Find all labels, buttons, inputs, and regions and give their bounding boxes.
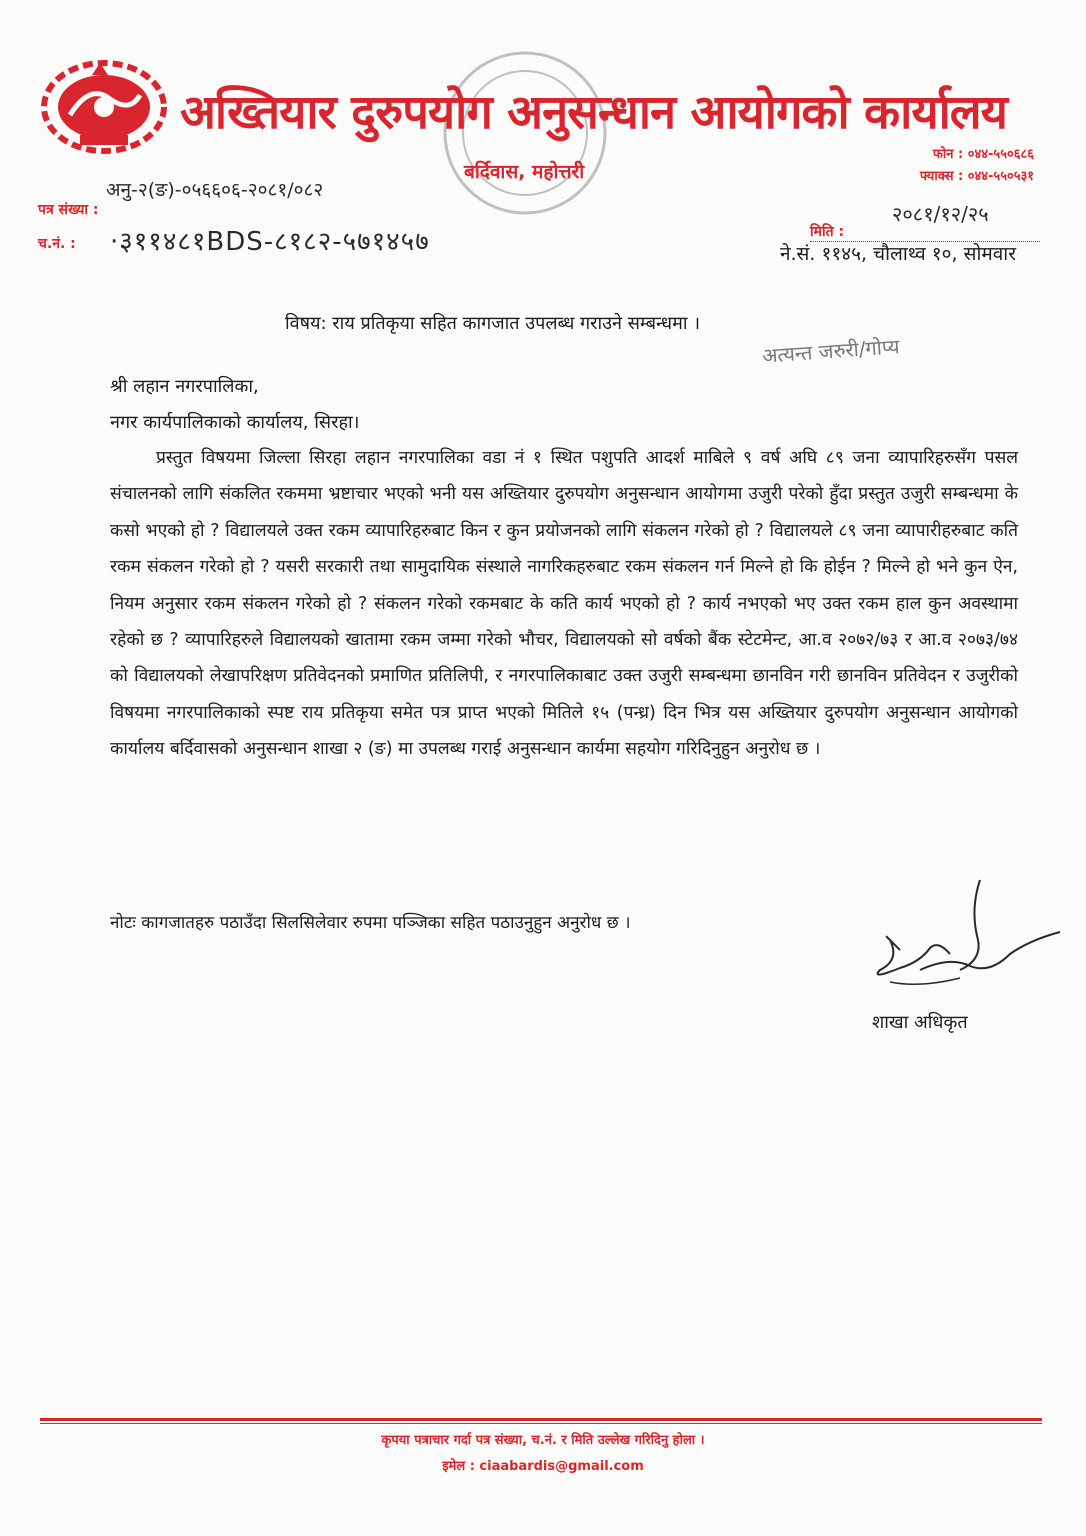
nepal-emblem-icon <box>40 55 168 155</box>
footer-divider <box>40 1418 1042 1421</box>
urgency-stamp: अत्यन्त जरुरी/गोप्य <box>761 334 901 368</box>
office-location: बर्दिवास, महोत्तरी <box>464 161 585 183</box>
fax-number: फ्याक्स : ०४४-५५०५३१ <box>919 169 1034 184</box>
office-name: अख्तियार दुरुपयोग अनुसन्धान आयोगको कार्यालय <box>180 85 1007 140</box>
officer-title: शाखा अधिकृत <box>872 1012 968 1033</box>
letter-body: प्रस्तुत विषयमा जिल्ला सिरहा लहान नगरपालिका वडा नं १ स्थित पशुपति आदर्श माबिले ९ वर्ष अघि ८९ जना व्यापारिहरुसँग पसल संचालनको लागि संकलित रकममा भ्रष्टाचार भएको भनी यस अख्तियार दुरुपयोग अनुसन्धान आयोगमा उजुरी परेको हुँदा प्रस्तुत उजुरी सम्बन्धमा के कसो भएको हो ? विद्यालयले उक्त रकम व्यापारिहरुबाट किन र कुन प्रयोजनको लागि संकलन गरेको हो ? विद्यालयले ८९ जना व्यापारीहरुबाट कति रकम संकलन गरेको हो ? यसरी सरकारी तथा सामुदायिक संस्थाले नागरिकहरुबाट रकम संकलन गर्न मिल्ने हो कि होईन ? मिल्ने हो भने कुन ऐन, नियम अनुसार रकम संकलन गरेको हो ? संकलन गरेको रकमबाट के कति कार्य भएको हो ? कार्य नभएको भए उक्त रकम हाल कुन अवस्थामा रहेको छ ? व्यापारिहरुले विद्यालयको खातामा रकम जम्मा गरेको भौचर, विद्यालयको सो वर्षको बैंक स्टेटमेन्ट, आ.व २०७२/७३ र आ.व २०७३/७४ को विद्यालयको लेखापरिक्षण प्रतिवेदनको प्रमाणित प्रतिलिपी, र नगरपालिकाबाट उक्त उजुरी सम्बन्धमा छानविन गरी छानविन प्रतिवेदन र उजुरीको विषयमा नगरपालिकाको स्पष्ट राय प्रतिकृया समेत पत्र प्राप्त भएको मितिले १५ (पन्ध्र) दिन भित्र यस अख्तियार दुरुपयोग अनुसन्धान आयोगको कार्यालय बर्दिवासको अनुसन्धान शाखा २ (ङ) मा उपलब्ध गराई अनुसन्धान कार्यमा सहयोग गरिदिनुहुन अनुरोध छ । <box>110 448 1018 760</box>
footer-instruction: कृपया पत्राचार गर्दा पत्र संख्या, च.नं. र मिति उल्लेख गरिदिनु होला । <box>381 1433 705 1448</box>
footer-divider-thin <box>40 1423 1042 1424</box>
letter-no-label: पत्र संख्या : <box>38 202 99 218</box>
nepal-sambat-date: ने.सं. ११४५, चौलाथ्व १०, सोमवार <box>779 243 1016 265</box>
note: नोटः कागजातहरु पठाउँदा सिलसिलेवार रुपमा पञ्जिका सहित पठाउनुहुन अनुरोध छ । <box>110 913 631 933</box>
letter-no-value: अनु-२(ङ)-०५६६०६-२०८१/०८२ <box>106 179 324 201</box>
signature-image <box>860 870 1070 1020</box>
date-value: २०८१/१२/२५ <box>892 202 989 226</box>
dispatch-no-value: ·३११४८१BDS-८१८२-५७१४५७ <box>110 227 430 257</box>
subject-line: विषय: राय प्रतिकृया सहित कागजात उपलब्ध गराउने सम्बन्धमा । <box>285 313 701 334</box>
addressee-line-1: श्री लहान नगरपालिका, <box>110 376 259 397</box>
addressee-line-2: नगर कार्यपालिकाको कार्यालय, सिरहा। <box>110 412 360 433</box>
footer-email: इमेल : ciaabardis@gmail.com <box>442 1459 644 1474</box>
phone-number: फोन : ०४४-५५०६८६ <box>932 147 1034 162</box>
date-label: मिति : <box>810 222 1040 242</box>
dispatch-no-label: च.नं. : <box>38 236 76 252</box>
